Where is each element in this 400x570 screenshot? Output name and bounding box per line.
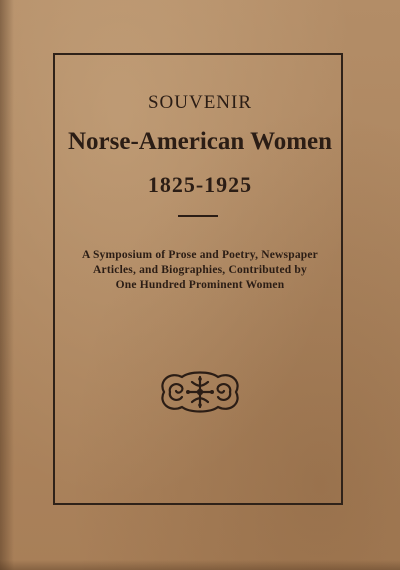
description-line-3: One Hundred Prominent Women [115,279,285,291]
ornamental-vignette-icon [154,367,246,417]
cover-title: Norse-American Women [67,128,333,155]
divider-rule [178,215,218,217]
worn-edge-bottom [0,560,400,570]
cover-years: 1825-1925 [147,172,253,197]
description-line-1: A Symposium of Prose and Poetry, Newspaper [82,249,318,261]
worn-edge-left [0,0,14,570]
cover-label: SOUVENIR [147,92,253,113]
description-line-2: Articles, and Biographies, Contributed by [93,264,307,276]
